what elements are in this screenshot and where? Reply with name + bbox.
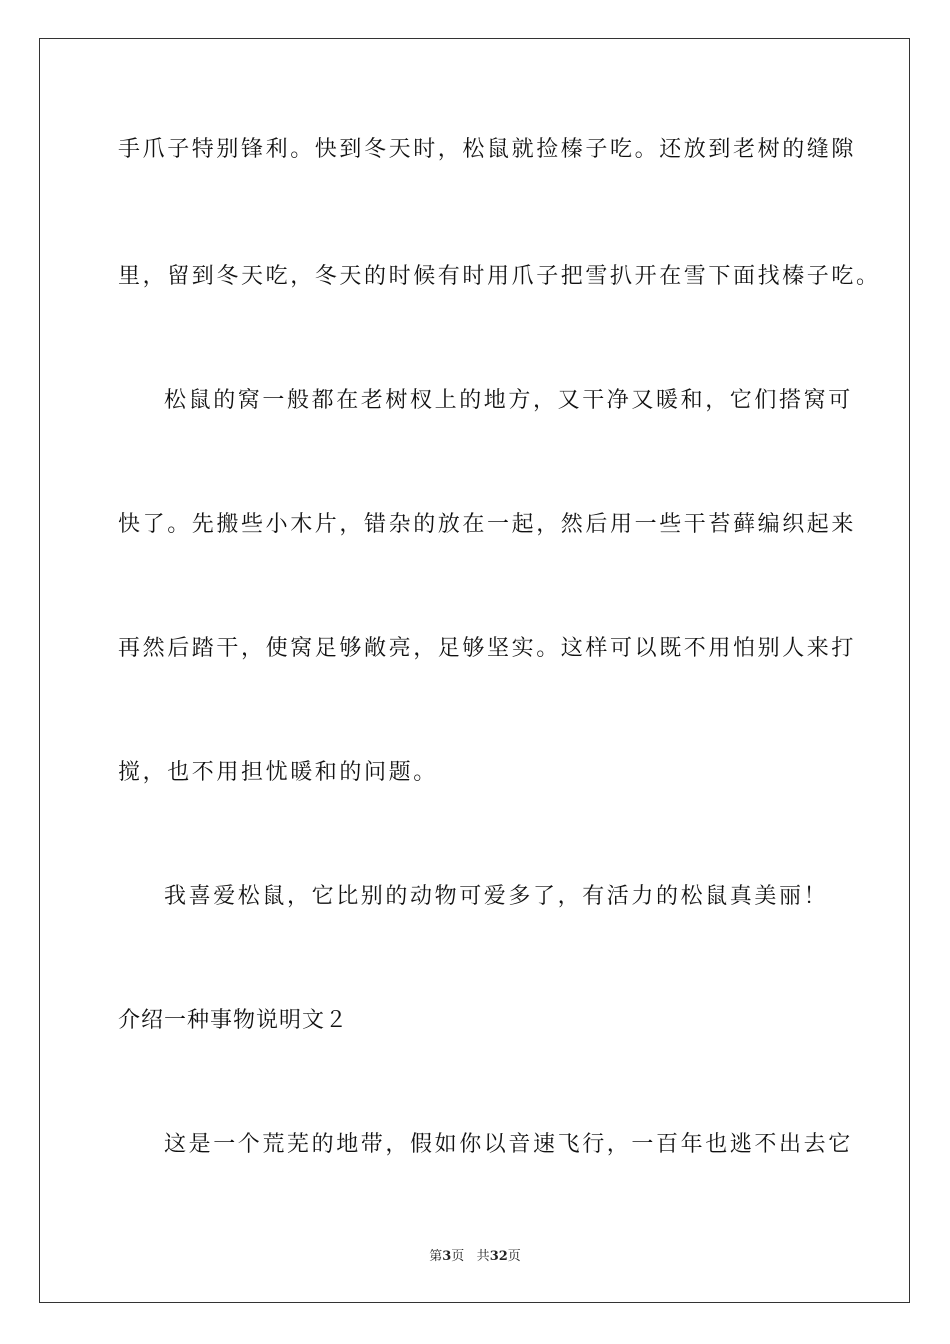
- footer-page-prefix: 第: [429, 1249, 443, 1264]
- page-footer: [0, 1248, 950, 1266]
- footer-page-suffix: 页: [451, 1249, 465, 1264]
- page-frame: [39, 38, 910, 1303]
- footer-total-prefix: 共: [476, 1249, 490, 1264]
- footer-total-suffix: 页: [507, 1249, 521, 1264]
- body-line-6: 搅，也不用担忧暖和的问题。: [118, 760, 438, 785]
- body-line-4: 快了。先搬些小木片，错杂的放在一起，然后用一些干苔藓编织起来: [118, 512, 857, 537]
- section-heading: 介绍一种事物说明文２: [118, 1008, 349, 1033]
- body-line-3: 松鼠的窝一般都在老树杈上的地方，又干净又暖和，它们搭窝可: [164, 388, 853, 413]
- body-line-7: 我喜爱松鼠，它比别的动物可爱多了，有活力的松鼠真美丽！: [164, 884, 829, 909]
- body-line-9: 这是一个荒芜的地带，假如你以音速飞行，一百年也逃不出去它: [164, 1132, 853, 1157]
- body-line-1: 手爪子特别锋利。快到冬天时，松鼠就捡榛子吃。还放到老树的缝隙: [118, 137, 857, 162]
- footer-page-number: 3: [442, 1249, 452, 1264]
- footer-total-pages: 32: [489, 1249, 508, 1264]
- body-line-2: 里，留到冬天吃，冬天的时候有时用爪子把雪扒开在雪下面找榛子吃。: [118, 264, 881, 289]
- body-line-5: 再然后踏干，使窝足够敞亮，足够坚实。这样可以既不用怕别人来打: [118, 636, 857, 661]
